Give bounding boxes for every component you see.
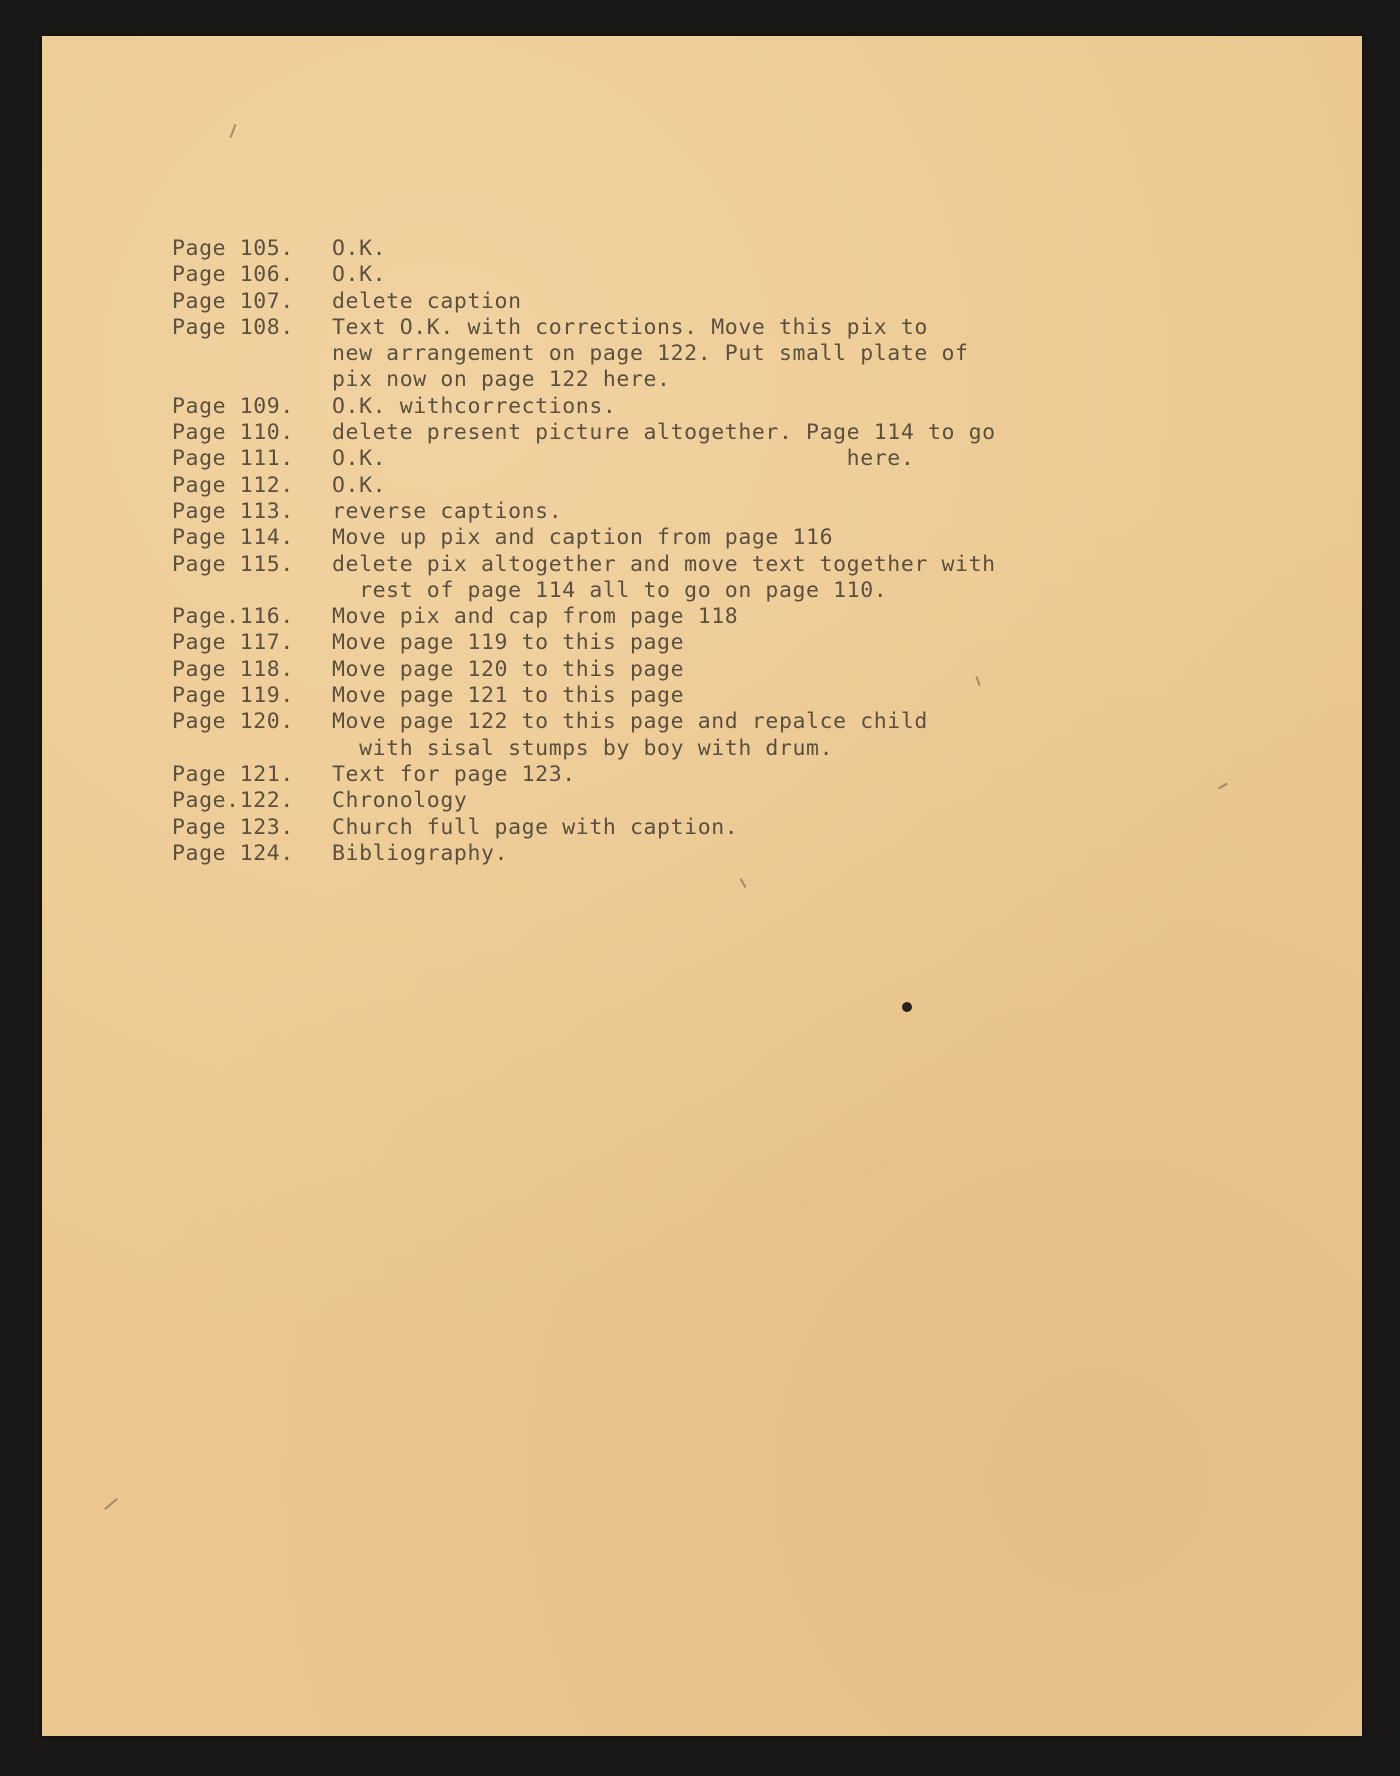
page-number: Page 108. bbox=[172, 314, 294, 340]
entry-row bbox=[172, 446, 1152, 472]
paper-speck bbox=[1218, 783, 1228, 790]
instruction-line: Bibliography. bbox=[332, 840, 509, 866]
instruction-line: delete caption bbox=[332, 288, 522, 314]
page-number: Page 115. bbox=[172, 551, 294, 577]
paper-speck bbox=[104, 1498, 118, 1510]
page-number: Page 111. bbox=[172, 446, 294, 472]
entry-row bbox=[172, 762, 1152, 788]
page-number: Page 120. bbox=[172, 709, 294, 735]
instruction bbox=[332, 499, 1152, 525]
entry-row bbox=[172, 630, 1152, 656]
paper-speck bbox=[740, 878, 747, 888]
instruction bbox=[332, 552, 1152, 605]
instruction-line: O.K. bbox=[332, 236, 387, 261]
instruction-line: Move up pix and caption from page 116 bbox=[332, 525, 834, 551]
instruction bbox=[332, 815, 1152, 841]
page-number: Page 114. bbox=[172, 525, 294, 551]
instruction-line: O.K. bbox=[332, 262, 387, 288]
entry-row bbox=[172, 683, 1152, 709]
page-number: Page 110. bbox=[172, 420, 294, 446]
instruction-line: Text O.K. with corrections. Move this pix to bbox=[332, 314, 928, 340]
instruction bbox=[332, 394, 1152, 420]
instruction-line: pix now on page 122 here. bbox=[332, 367, 671, 393]
instruction bbox=[332, 262, 1152, 288]
instruction-line: delete present picture altogether. Page 114 to go bbox=[332, 420, 996, 446]
instruction bbox=[332, 709, 1152, 762]
instruction bbox=[332, 289, 1152, 315]
instruction-line: O.K. withcorrections. bbox=[332, 393, 617, 419]
entry-row bbox=[172, 788, 1152, 814]
instruction-line: Move page 120 to this page bbox=[332, 656, 685, 682]
instruction bbox=[332, 630, 1152, 656]
entry-row bbox=[172, 315, 1152, 394]
entry-row bbox=[172, 657, 1152, 683]
entry-row bbox=[172, 552, 1152, 605]
page-number: Page 119. bbox=[172, 683, 294, 709]
instruction bbox=[332, 446, 1152, 472]
instruction-line: Move page 121 to this page bbox=[332, 683, 685, 709]
instruction bbox=[332, 604, 1152, 630]
paper-speck bbox=[230, 124, 237, 138]
entry-row bbox=[172, 420, 1152, 446]
instruction bbox=[332, 788, 1152, 814]
instruction bbox=[332, 657, 1152, 683]
instruction-line: Move pix and cap from page 118 bbox=[332, 604, 739, 630]
page-number: Page 123. bbox=[172, 814, 294, 840]
instruction-line: Chronology bbox=[332, 788, 468, 814]
page-number: Page.122. bbox=[172, 788, 294, 814]
entry-row bbox=[172, 815, 1152, 841]
instruction-line: reverse captions. bbox=[332, 498, 563, 524]
entry-row bbox=[172, 262, 1152, 288]
instruction-line: O.K. here. bbox=[332, 446, 915, 472]
entry-row bbox=[172, 604, 1152, 630]
instruction bbox=[332, 236, 1152, 262]
entry-row bbox=[172, 841, 1152, 867]
instruction-line: Text for page 123. bbox=[332, 761, 576, 787]
instruction bbox=[332, 315, 1152, 394]
entry-row bbox=[172, 709, 1152, 762]
page-number: Page 124. bbox=[172, 840, 294, 866]
page-number: Page 117. bbox=[172, 630, 294, 656]
instruction bbox=[332, 525, 1152, 551]
instruction-line: Church full page with caption. bbox=[332, 814, 739, 840]
page-number: Page 107. bbox=[172, 288, 294, 314]
page-number: Page 121. bbox=[172, 761, 294, 787]
instruction bbox=[332, 420, 1152, 446]
entry-row bbox=[172, 473, 1152, 499]
entry-row bbox=[172, 236, 1152, 262]
instruction bbox=[332, 683, 1152, 709]
instruction bbox=[332, 473, 1152, 499]
instruction-line: Move page 122 to this page and repalce child bbox=[332, 709, 928, 735]
instruction-line: with sisal stumps by boy with drum. bbox=[332, 735, 834, 761]
page-number: Page 113. bbox=[172, 498, 294, 524]
instruction-line: delete pix altogether and move text together with bbox=[332, 551, 996, 577]
entry-row bbox=[172, 499, 1152, 525]
page-number: Page 112. bbox=[172, 472, 294, 498]
ink-dot bbox=[902, 1002, 912, 1012]
page-number: Page 105. bbox=[172, 236, 294, 261]
page-number: Page 118. bbox=[172, 656, 294, 682]
page-number: Page 106. bbox=[172, 262, 294, 288]
page-number: Page.116. bbox=[172, 604, 294, 630]
instruction-line: O.K. bbox=[332, 472, 387, 498]
instruction bbox=[332, 841, 1152, 867]
page-number: Page 109. bbox=[172, 393, 294, 419]
entry-row bbox=[172, 394, 1152, 420]
entry-row bbox=[172, 289, 1152, 315]
entry-row bbox=[172, 525, 1152, 551]
correction-list bbox=[172, 236, 1152, 867]
instruction bbox=[332, 762, 1152, 788]
instruction-line: rest of page 114 all to go on page 110. bbox=[332, 577, 888, 603]
instruction-line: new arrangement on page 122. Put small plate of bbox=[332, 341, 969, 367]
instruction-line: Move page 119 to this page bbox=[332, 630, 685, 656]
